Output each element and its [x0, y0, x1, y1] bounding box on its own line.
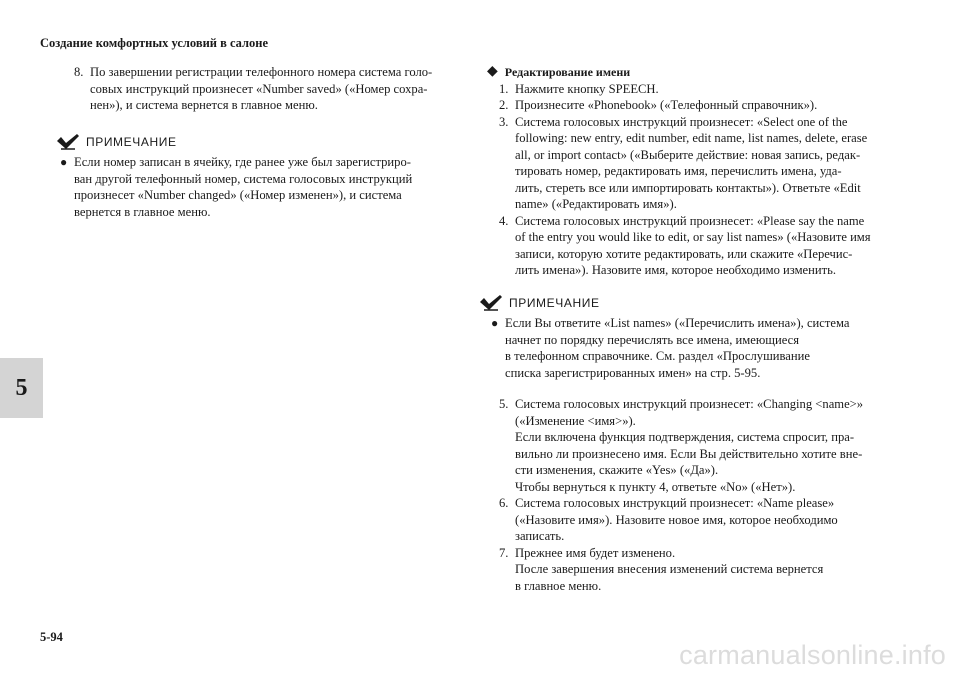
- page-header-title: Создание комфортных условий в салоне: [40, 36, 269, 50]
- text-line: совых инструкций произнесет «Number saved» («Номер сохра-: [90, 81, 428, 96]
- step-number: 4.: [499, 213, 509, 228]
- text-line: в телефонном справочнике. См. раздел «Прослушивание: [505, 349, 810, 363]
- text-line: Если включена функция подтверждения, система спросит, пра-: [515, 430, 855, 444]
- step-number: 3.: [499, 114, 509, 129]
- step-2: [499, 97, 892, 114]
- step-text: [515, 495, 892, 545]
- text-line: Система голосовых инструкций произнесет: «Changing <name>»: [515, 397, 864, 411]
- step-text: [515, 81, 892, 98]
- watermark: carmanualsonline.info: [679, 640, 946, 670]
- text-line: лить, стереть все или импортировать контакты»). Ответьте «Edit: [515, 180, 861, 195]
- text-line: Произнесите «Phonebook» («Телефонный справочник»).: [515, 98, 818, 112]
- note-bullet-item: [60, 154, 466, 220]
- text-line: записать.: [515, 529, 565, 543]
- step-number: 5.: [499, 397, 509, 411]
- text-line: Система голосовых инструкций произнесет: «Name please»: [515, 496, 835, 510]
- step-number: 2.: [499, 98, 509, 112]
- text-line: тировать номер, редактировать имя, перечислить имена, уда-: [515, 164, 842, 178]
- step-text: [515, 396, 892, 495]
- right-column: [487, 64, 892, 594]
- text-line: списка зарегистрированных имен» на стр. 5-95.: [505, 365, 761, 380]
- text-line: Система голосовых инструкций произнесет: «Select one of the: [515, 114, 848, 129]
- check-note-icon: [56, 134, 80, 150]
- note-bullet-item: [491, 315, 892, 381]
- note-heading: [479, 295, 892, 312]
- text-line: following: new entry, edit number, edit name, list names, delete, erase: [515, 131, 868, 145]
- text-line: в главное меню.: [515, 578, 602, 593]
- step-7: [499, 545, 892, 595]
- text-line: вернется в главное меню.: [74, 204, 211, 219]
- chapter-number: 5: [15, 374, 28, 401]
- step-5: [499, 396, 892, 495]
- step-4: [499, 213, 892, 279]
- section-title: [487, 64, 892, 81]
- text-line: name» («Редактировать имя»).: [515, 197, 677, 211]
- text-line: Прежнее имя будет изменено.: [515, 545, 676, 560]
- note-label: ПРИМЕЧАНИЕ: [509, 295, 600, 310]
- text-line: сти изменения, скажите «Yes» («Да»).: [515, 463, 719, 477]
- text-line: ван другой телефонный номер, система голосовых инструкций: [74, 171, 413, 186]
- text-line: лить имена»). Назовите имя, которое необходимо изменить.: [515, 263, 837, 277]
- text-line: Если номер записан в ячейку, где ранее уже был зарегистриро-: [74, 155, 411, 169]
- step-text: [515, 114, 892, 213]
- note-label: ПРИМЕЧАНИЕ: [86, 134, 177, 149]
- text-line: of the entry you would like to edit, or say list names» («Назовите имя: [515, 230, 871, 244]
- text-line: («Назовите имя»). Назовите новое имя, которое необходимо: [515, 512, 838, 527]
- text-line: Если Вы ответите «List names» («Перечислить имена»), система: [505, 316, 850, 330]
- text-line: начнет по порядку перечислять все имена, имеющиеся: [505, 332, 799, 347]
- text-line: Чтобы вернуться к пункту 4, ответьте «No» («Нет»).: [515, 479, 796, 494]
- step-6: [499, 495, 892, 545]
- text-line: Система голосовых инструкций произнесет: «Please say the name: [515, 213, 865, 228]
- step-text: [515, 97, 892, 114]
- bullet-icon: ●: [491, 316, 499, 330]
- step-number: 6.: [499, 496, 509, 510]
- step-text: [90, 64, 466, 114]
- step-1: [499, 81, 892, 98]
- text-line: («Изменение <имя>»).: [515, 413, 636, 428]
- text-line: записи, которую хотите редактировать, или скажите «Перечис-: [515, 246, 853, 261]
- step-text: [515, 213, 892, 279]
- diamond-icon: ◆: [487, 64, 498, 80]
- note-text: [74, 154, 466, 220]
- check-note-icon: [479, 295, 503, 311]
- text-line: Нажмите кнопку SPEECH.: [515, 81, 659, 96]
- page-number: 5-94: [40, 630, 63, 644]
- text-line: вильно ли произнесено имя. Если Вы действительно хотите вне-: [515, 446, 863, 461]
- step-text: [515, 545, 892, 595]
- bullet-icon: ●: [60, 155, 68, 169]
- text-line: all, or import contact» («Выберите действие: новая запись, редак-: [515, 147, 861, 162]
- left-column: [60, 64, 466, 220]
- chapter-tab: [0, 358, 43, 418]
- steps-list-a: [497, 81, 892, 279]
- step-number: 7.: [499, 545, 509, 560]
- text-line: По завершении регистрации телефонного номера система голо-: [90, 65, 433, 79]
- text-line: нен»), и система вернется в главное меню.: [90, 98, 318, 112]
- step-3: [499, 114, 892, 213]
- text-line: произнесет «Number changed» («Номер изменен»), и система: [74, 188, 402, 202]
- text-line: После завершения внесения изменений система вернется: [515, 562, 824, 576]
- step-number: 8.: [74, 65, 84, 79]
- step-number: 1.: [499, 81, 509, 96]
- step-8: [74, 64, 466, 114]
- note-text: [505, 315, 892, 381]
- note-heading: [56, 134, 466, 151]
- section-title-text: Редактирование имени: [504, 65, 631, 79]
- steps-list-b: [497, 396, 892, 594]
